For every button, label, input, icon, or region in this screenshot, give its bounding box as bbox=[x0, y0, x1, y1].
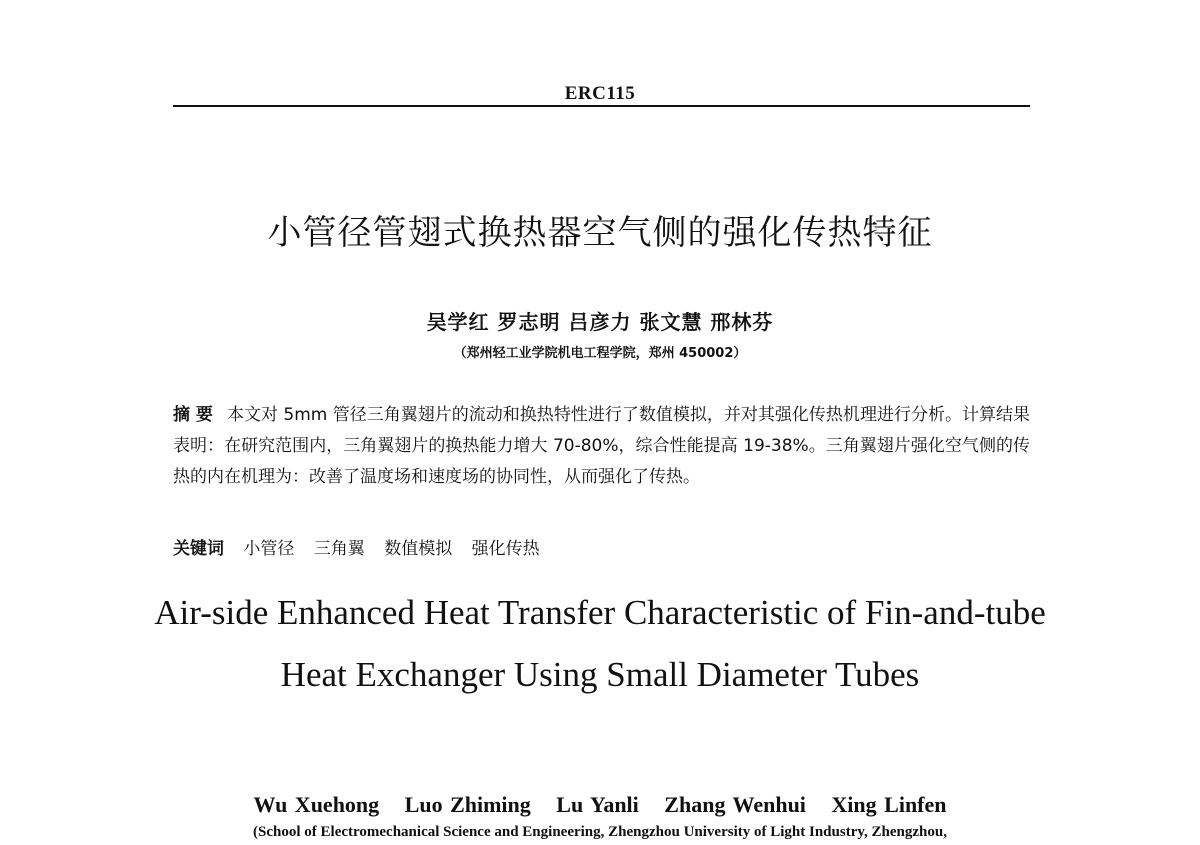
author-name: Zhang Wenhui bbox=[664, 792, 806, 817]
abstract-label: 摘 要 bbox=[173, 405, 213, 425]
keyword-item: 小管径 bbox=[243, 539, 295, 559]
author-name: Lu Yanli bbox=[556, 792, 639, 817]
header-rule bbox=[173, 105, 1030, 107]
chinese-authors: 吴学红 罗志明 吕彦力 张文慧 邢林芬 bbox=[426, 310, 774, 334]
author-name: Wu Xuehong bbox=[253, 792, 380, 817]
author-name: Xing Linfen bbox=[831, 792, 947, 817]
keyword-item: 三角翼 bbox=[313, 539, 365, 559]
keyword-item: 强化传热 bbox=[471, 539, 540, 559]
chinese-affiliation: （郑州轻工业学院机电工程学院，郑州 450002） bbox=[453, 346, 747, 361]
abstract-text: 本文对 5mm 管径三角翼翅片的流动和换热特性进行了数值模拟，并对其强化传热机理进行分析。计算结果表明：在研究范围内，三角翼翅片的换热能力增大 70-80%，综合性能提高 19-38%。三角翼翅片强化空气侧的传热的内在机理为：改善了温度场和速度场的协同性，从而强化了传热。 bbox=[173, 405, 1031, 487]
english-affiliation: (School of Electromechanical Science and Engineering, Zhengzhou University of Light Industry, Zhengzhou, bbox=[253, 824, 947, 840]
author-name: Luo Zhiming bbox=[404, 792, 531, 817]
keywords-label: 关键词 bbox=[173, 539, 224, 559]
chinese-title: 小管径管翅式换热器空气侧的强化传热特征 bbox=[267, 213, 933, 253]
english-title: Air-side Enhanced Heat Transfer Characteristic of Fin-and-tube Heat Exchanger Using Small Diameter Tubes bbox=[154, 593, 1046, 694]
keyword-item: 数值模拟 bbox=[384, 539, 453, 559]
chinese-abstract bbox=[173, 400, 1030, 493]
running-header-code: ERC115 bbox=[564, 83, 636, 104]
chinese-keywords bbox=[173, 534, 1030, 559]
english-authors bbox=[0, 792, 1200, 818]
